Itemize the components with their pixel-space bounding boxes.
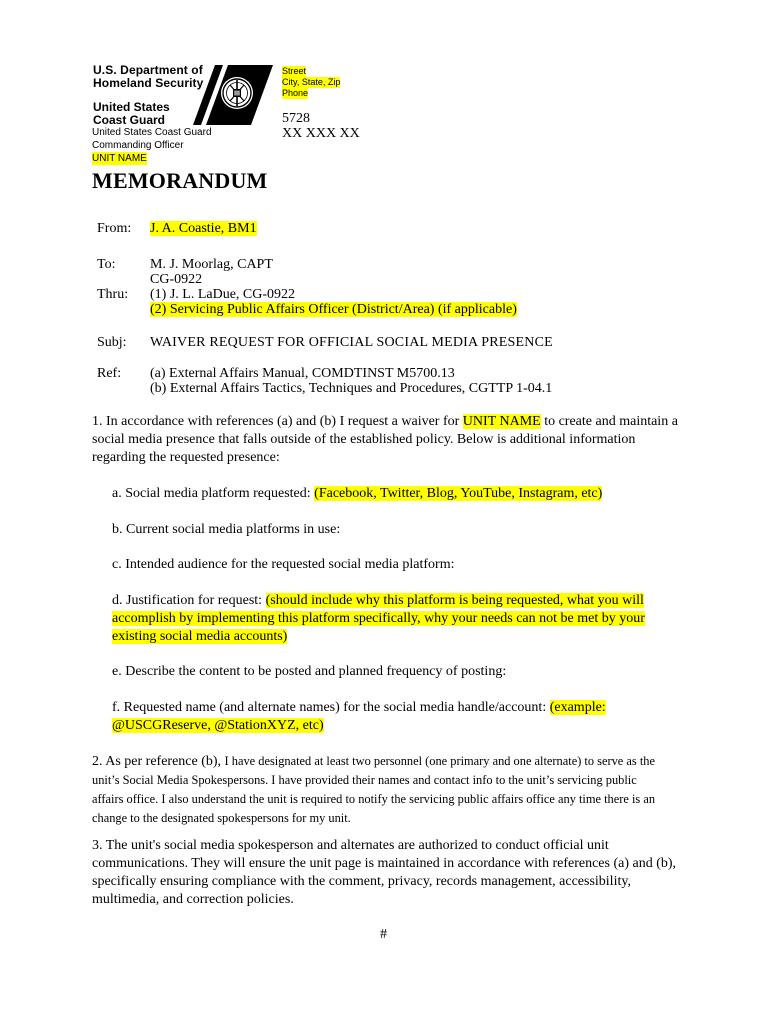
item-b-text: b. Current social media platforms in use: [112, 522, 341, 537]
agency-line-2: Coast Guard [93, 113, 166, 127]
to-label: To: [97, 257, 116, 272]
item-f [112, 699, 662, 735]
unit-line-2: Commanding Officer [92, 140, 184, 151]
to-line-2: CG-0922 [150, 272, 203, 287]
references [150, 366, 552, 396]
unit-address [282, 66, 340, 99]
item-c [112, 556, 672, 574]
paragraph-3 [92, 837, 677, 909]
address-phone: Phone [282, 88, 309, 98]
ssic-code: 5728 [282, 111, 310, 126]
paragraph-2 [92, 752, 662, 828]
item-a [112, 485, 672, 503]
item-d [112, 592, 672, 646]
item-d-highlight: (should include why this platform is being requested, what you will accomplish by implementing this platform specifically, why your needs can not be met by your existing social media accounts) [112, 593, 645, 644]
agency-name [93, 101, 170, 127]
item-a-text: a. Social media platform requested: [112, 486, 315, 501]
ref-label: Ref: [97, 366, 122, 381]
paragraph-1 [92, 413, 682, 467]
item-c-text: c. Intended audience for the requested social media platform: [112, 557, 455, 572]
item-e-text: e. Describe the content to be posted and planned frequency of posting: [112, 664, 507, 679]
thru-line-1: (1) J. L. LaDue, CG-0922 [150, 287, 296, 302]
item-e [112, 663, 672, 681]
thru-label: Thru: [97, 287, 129, 302]
memo-title: MEMORANDUM [92, 168, 268, 193]
reference-a: (a) External Affairs Manual, COMDTINST M5700.13 [150, 366, 455, 381]
paragraph-1-start: 1. In accordance with references (a) and (b) I request a waiver for [92, 414, 463, 429]
address-city: City, State, Zip [282, 77, 341, 87]
subject-value [150, 335, 553, 350]
paragraph-3-text: 3. The unit's social media spokesperson and alternates are authorized to conduct official unit communications. They will ensure the unit page is maintained in accordance with references (a) and (b), specifically ensuring compliance with the comment, privacy, records management, accessibility, multimedia, and correction policies. [92, 838, 677, 907]
unit-block [92, 126, 212, 165]
to-line-1: M. J. Moorlag, CAPT [150, 257, 273, 272]
unit-name: UNIT NAME [92, 153, 147, 164]
thru-line-2: (2) Servicing Public Affairs Officer (District/Area) (if applicable) [150, 302, 517, 317]
from-name: J. A. Coastie, BM1 [150, 221, 257, 236]
coast-guard-seal-icon [193, 65, 273, 125]
item-f-text: f. Requested name (and alternate names) for the social media handle/account: [112, 700, 550, 715]
serial-number: XX XXX XX [282, 126, 360, 141]
unit-line-1: United States Coast Guard [92, 127, 212, 138]
item-d-text: d. Justification for request: [112, 593, 266, 608]
reference-b: (b) External Affairs Tactics, Techniques and Procedures, CGTTP 1-04.1 [150, 381, 553, 396]
item-a-highlight: (Facebook, Twitter, Blog, YouTube, Instagram, etc) [314, 486, 603, 501]
subj-label: Subj: [97, 335, 127, 350]
from-value [150, 221, 257, 236]
paragraph-1-end: to create and maintain a social media presence that falls outside of the established policy. Below is additional information regarding the requested presence: [92, 414, 678, 465]
paragraph-2-start: 2. As per reference (b), [92, 754, 225, 769]
department-name [93, 64, 203, 90]
paragraph-1-unit-name: UNIT NAME [462, 414, 541, 429]
agency-line-1: United States [93, 100, 170, 114]
to-value [150, 257, 517, 317]
from-label: From: [97, 221, 132, 236]
address-street: Street [282, 66, 307, 76]
item-b [112, 521, 672, 539]
ssic-block [282, 111, 360, 141]
item-f-highlight: (example: @USCGReserve, @StationXYZ, etc) [112, 700, 606, 733]
department-line-2: Homeland Security [93, 76, 204, 90]
department-line-1: U.S. Department of [93, 63, 203, 77]
paragraph-2-body: I have designated at least two personnel (one primary and one alternate) to serve as the unit’s Social Media Spokespersons. I have provided their names and contact info to the unit’s servicing public affairs office. I also understand the unit is required to notify the servicing public affairs office any time there is an change to the designated spokespersons for my unit. [92, 754, 656, 825]
subject-text: WAIVER REQUEST FOR OFFICIAL SOCIAL MEDIA PRESENCE [150, 335, 553, 350]
end-mark: # [380, 927, 387, 942]
